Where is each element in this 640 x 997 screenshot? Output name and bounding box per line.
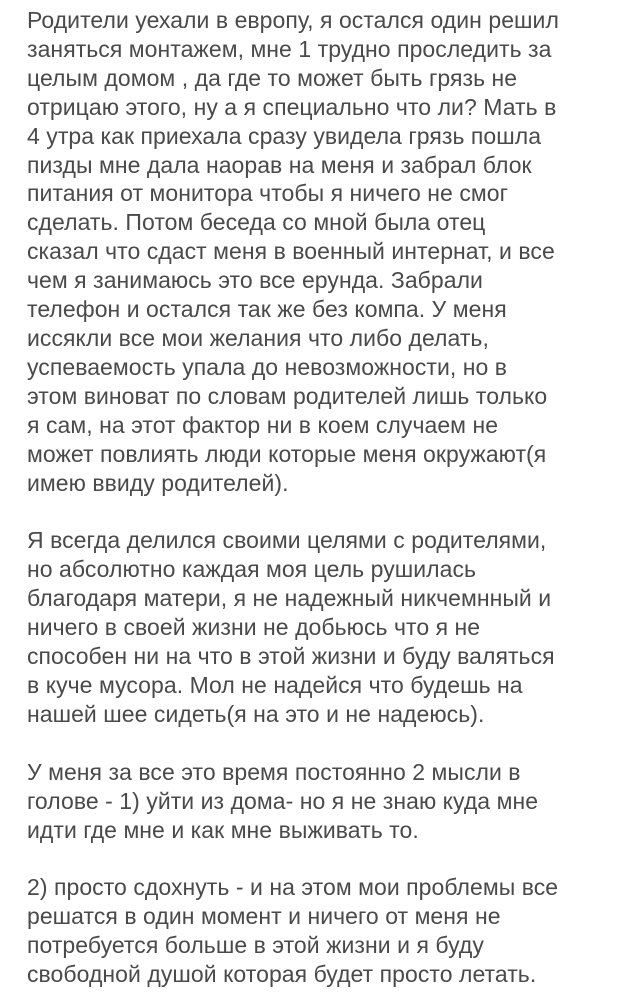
paragraph-4: 2) просто сдохнуть - и на этом мои проблемы все решатся в один момент и ничего от меня не потребуется больше в этой жизни и я буду свободной душой которая будет просто летать.: [27, 874, 559, 988]
paragraph-gap: [27, 844, 630, 873]
paragraph-1: Родители уехали в европу, я остался один решил заняться монтажем, мне 1 трудно проследить за целым домом , да где то может быть грязь не отрицаю этого, ну а я специально что ли? Мать в 4 утра как приехала сразу увидела грязь пошла пизды мне дала наорав на меня и забрал блок питания от монитора чтобы я ничего не смог сделать. Потом беседа со мной была отец сказал что сдаст меня в военный интернат, и все чем я занимаюсь это все ерунда. Забрали телефон и остался так же без компа. У меня иссякли все мои желания что либо делать, успеваемость упала до невозможности, но в этом виноват по словам родителей лишь только я сам, на этот фактор ни в коем случаем не может повлиять люди которые меня окружают(я имею ввиду родителей).: [27, 7, 559, 496]
paragraph-3: У меня за все это время постоянно 2 мысли в голове - 1) уйти из дома- но я не знаю куда мне идти где мне и как мне выживать то.: [27, 758, 539, 843]
paragraph-gap: [27, 497, 630, 526]
paragraph-gap: [27, 729, 630, 758]
paragraph-2: Я всегда делился своими целями с родителями, но абсолютно каждая моя цель рушилась благодаря матери, я не надежный никчемнный и ничего в своей жизни не добьюсь что я не способен ни на что в этой жизни и буду валяться в куче мусора. Мол не надейся что будешь на нашей шее сидеть(я на это и не надеюсь).: [27, 527, 555, 727]
